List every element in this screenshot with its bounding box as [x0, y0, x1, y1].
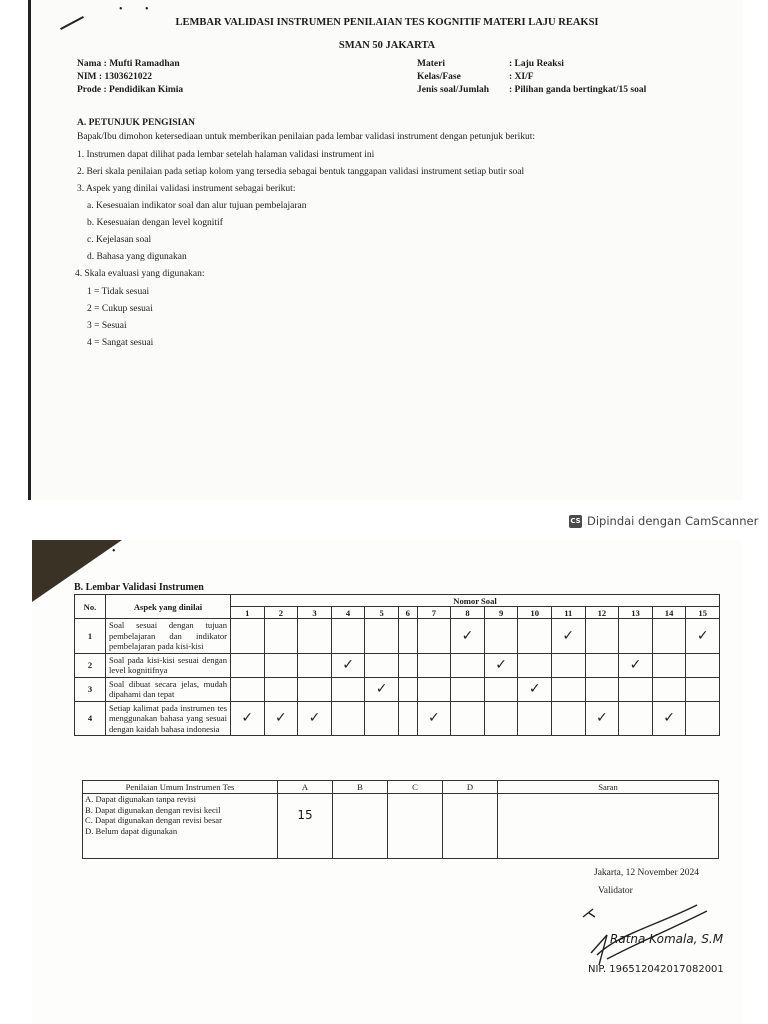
aspect-c: c. Kejelasan soal	[87, 235, 152, 245]
question-number-6: 6	[398, 607, 417, 619]
checkmark-icon: ✓	[461, 627, 474, 644]
school-name: SMAN 50 JAKARTA	[338, 40, 436, 51]
student-program: Prode : Pendidikan Kimia	[77, 85, 184, 95]
rating-cell-q14	[652, 677, 686, 701]
row-aspect: Soal dibuat secara jelas, mudah dipahami dan tepat	[106, 677, 231, 701]
checkmark-icon: ✓	[342, 657, 354, 673]
checkmark-icon: ✓	[596, 710, 608, 727]
rating-cell-q4	[331, 701, 365, 736]
row-number: 1	[75, 619, 106, 654]
question-number-14: 14	[652, 607, 686, 619]
checkmark-icon: ✓	[495, 657, 507, 673]
score-c-cell	[388, 794, 443, 859]
rating-cell-q13	[619, 653, 653, 677]
scale-1: 1 = Tidak sesuai	[87, 287, 150, 297]
checkmark-icon: ✓	[275, 710, 287, 727]
row-number: 4	[75, 701, 106, 736]
rating-cell-q12	[585, 653, 619, 677]
rating-cell-q10	[518, 653, 552, 677]
rating-cell-q11	[552, 677, 586, 701]
rating-cell-q3	[298, 677, 332, 701]
rating-cell-q10	[518, 701, 552, 736]
scan-speck: • •	[119, 4, 149, 15]
student-nim: NIM : 1303621022	[77, 72, 152, 82]
rating-cell-q2	[264, 653, 298, 677]
instruction-step-4: 4. Skala evaluasi yang digunakan:	[75, 269, 205, 279]
checkmark-icon: ✓	[562, 627, 575, 644]
rating-cell-q4	[331, 653, 365, 677]
rating-cell-q8	[451, 653, 485, 677]
checkmark-icon: ✓	[308, 710, 321, 727]
section-a-heading: A. PETUNJUK PENGISIAN	[77, 118, 195, 128]
instructions-intro: Bapak/Ibu dimohon ketersediaan untuk memberikan penilaian pada lembar validasi instrument dengan petunjuk berikut:	[77, 132, 535, 142]
row-aspect: Soal pada kisi-kisi sesuai dengan level kognitifnya	[106, 653, 231, 677]
signature-stroke	[577, 895, 717, 965]
row-aspect: Soal sesuai dengan tujuan pembelajaran dan indikator pembelajaran pada kisi-kisi	[106, 619, 231, 654]
table-row	[75, 677, 720, 701]
camscanner-icon: CS	[569, 515, 582, 528]
rating-cell-q9	[484, 653, 518, 677]
general-header-assessment: Penilaian Umum Instrumen Tes	[83, 781, 278, 794]
col-aspect-header: Aspek yang dinilai	[106, 595, 231, 619]
student-info	[77, 58, 183, 97]
option-d: D. Belum dapat digunakan	[85, 825, 178, 836]
rating-cell-q13	[619, 677, 653, 701]
question-number-11: 11	[552, 607, 586, 619]
checkmark-icon: ✓	[375, 681, 388, 697]
value-kelas: : XI/F	[509, 72, 534, 82]
question-number-13: 13	[619, 607, 653, 619]
score-d-cell	[443, 794, 498, 859]
validator-label: Validator	[598, 886, 633, 896]
rating-cell-q14	[652, 701, 686, 736]
rating-cell-q15	[686, 701, 720, 736]
rating-cell-q15	[686, 653, 720, 677]
table-row	[75, 619, 720, 654]
general-header-a: A	[278, 781, 333, 794]
row-aspect: Setiap kalimat pada instrumen tes menggunakan bahasa yang sesuai dengan kaidah bahasa indonesia	[106, 701, 231, 736]
rating-cell-q7	[417, 677, 451, 701]
general-header-d: D	[443, 781, 498, 794]
rating-cell-q3	[298, 701, 332, 736]
rating-cell-q5	[365, 619, 399, 654]
general-assessment-table	[82, 780, 719, 859]
rating-cell-q12	[585, 619, 619, 654]
scale-4: 4 = Sangat sesuai	[87, 338, 154, 348]
rating-cell-q7	[417, 619, 451, 654]
student-name: Nama : Mufti Ramadhan	[77, 59, 180, 69]
rating-cell-q4	[331, 619, 365, 654]
rating-cell-q10	[518, 677, 552, 701]
checkmark-icon: ✓	[241, 710, 254, 727]
row-number: 2	[75, 653, 106, 677]
checkmark-icon: ✓	[629, 657, 642, 673]
rating-cell-q5	[365, 653, 399, 677]
question-number-10: 10	[518, 607, 552, 619]
rating-cell-q11	[552, 701, 586, 736]
rating-cell-q1	[231, 653, 265, 677]
rating-cell-q11	[552, 653, 586, 677]
instruction-step-1: 1. Instrumen dapat dilihat pada lembar setelah halaman validasi instrument ini	[77, 150, 375, 160]
aspect-b: b. Kesesuaian dengan level kognitif	[87, 218, 223, 228]
question-number-1: 1	[231, 607, 265, 619]
rating-cell-q13	[619, 619, 653, 654]
general-header-c: C	[388, 781, 443, 794]
rating-cell-q6	[398, 701, 417, 736]
option-a: A. Dapat digunakan tanpa revisi	[85, 794, 196, 804]
value-jenis-soal: : Pilihan ganda bertingkat/15 soal	[509, 85, 647, 95]
rating-cell-q14	[652, 619, 686, 654]
label-jenis-soal: Jenis soal/Jumlah	[417, 85, 490, 95]
checkmark-icon: ✓	[696, 627, 709, 644]
option-b: B. Dapat digunakan dengan revisi kecil	[85, 804, 221, 815]
question-number-15: 15	[686, 607, 720, 619]
question-number-5: 5	[365, 607, 399, 619]
label-materi: Materi	[417, 59, 445, 69]
table-row	[75, 653, 720, 677]
checkmark-icon: ✓	[428, 710, 440, 727]
scan-speck: •	[112, 546, 116, 557]
rating-cell-q8	[451, 619, 485, 654]
question-number-7: 7	[417, 607, 451, 619]
rating-cell-q8	[451, 701, 485, 736]
instruction-step-3: 3. Aspek yang dinilai validasi instrument sebagai berikut:	[77, 184, 296, 194]
rating-cell-q1	[231, 677, 265, 701]
rating-cell-q5	[365, 677, 399, 701]
instruction-step-2: 2. Beri skala penilaian pada setiap kolom yang tersedia sebagai bentuk tanggapan validasi instrument setiap butir soal	[77, 167, 525, 177]
general-assessment-row	[83, 794, 719, 859]
question-number-2: 2	[264, 607, 298, 619]
value-materi: : Laju Reaksi	[509, 59, 564, 69]
rating-cell-q9	[484, 677, 518, 701]
rating-cell-q3	[298, 619, 332, 654]
question-number-9: 9	[484, 607, 518, 619]
validation-table	[74, 594, 720, 736]
subject-labels	[417, 58, 489, 97]
rating-cell-q9	[484, 701, 518, 736]
col-no-header: No.	[75, 595, 106, 619]
rating-cell-q12	[585, 677, 619, 701]
rating-cell-q5	[365, 701, 399, 736]
scale-2: 2 = Cukup sesuai	[87, 304, 153, 314]
rating-cell-q6	[398, 619, 417, 654]
rating-cell-q9	[484, 619, 518, 654]
col-question-number-header: Nomor Soal	[231, 595, 720, 607]
validation-table-body	[75, 619, 720, 736]
aspect-a: a. Kesesuaian indikator soal dan alur tujuan pembelajaran	[87, 201, 307, 211]
rating-cell-q3	[298, 653, 332, 677]
rating-cell-q12	[585, 701, 619, 736]
checkmark-icon: ✓	[528, 681, 541, 697]
rating-cell-q6	[398, 677, 417, 701]
table-row	[75, 701, 720, 736]
rating-cell-q1	[231, 619, 265, 654]
rating-cell-q6	[398, 653, 417, 677]
camscanner-label: Dipindai dengan CamScanner	[587, 514, 759, 528]
suggestion-cell	[498, 794, 719, 859]
question-number-3: 3	[298, 607, 332, 619]
handwritten-score-a: 15	[297, 808, 313, 822]
general-header-b: B	[333, 781, 388, 794]
rating-cell-q13	[619, 701, 653, 736]
rating-cell-q7	[417, 653, 451, 677]
rating-cell-q15	[686, 619, 720, 654]
document-page-1	[28, 0, 743, 500]
question-number-12: 12	[585, 607, 619, 619]
rating-cell-q2	[264, 701, 298, 736]
subject-values	[509, 58, 646, 97]
checkmark-icon: ✓	[663, 710, 675, 727]
rating-cell-q11	[552, 619, 586, 654]
camscanner-watermark	[569, 514, 758, 528]
question-number-8: 8	[451, 607, 485, 619]
rating-cell-q8	[451, 677, 485, 701]
rating-cell-q4	[331, 677, 365, 701]
row-number: 3	[75, 677, 106, 701]
label-kelas: Kelas/Fase	[417, 72, 461, 82]
section-b-heading: B. Lembar Validasi Instrumen	[74, 582, 204, 593]
score-b-cell	[333, 794, 388, 859]
aspect-d: d. Bahasa yang digunakan	[87, 252, 187, 262]
assessment-options	[83, 794, 278, 859]
scale-3: 3 = Sesuai	[87, 321, 127, 331]
option-c: C. Dapat digunakan dengan revisi besar	[85, 815, 222, 825]
rating-cell-q15	[686, 677, 720, 701]
rating-cell-q1	[231, 701, 265, 736]
signature-name: Ratna Komala, S.M	[610, 932, 724, 946]
rating-cell-q10	[518, 619, 552, 654]
general-header-saran: Saran	[498, 781, 719, 794]
rating-cell-q2	[264, 677, 298, 701]
question-number-4: 4	[331, 607, 365, 619]
rating-cell-q2	[264, 619, 298, 654]
rating-cell-q14	[652, 653, 686, 677]
document-page-2	[32, 540, 742, 1024]
document-title: LEMBAR VALIDASI INSTRUMEN PENILAIAN TES KOGNITIF MATERI LAJU REAKSI	[175, 17, 599, 28]
rating-cell-q7	[417, 701, 451, 736]
validator-nip: NIP. 196512042017082001	[588, 964, 724, 975]
score-a-cell	[278, 794, 333, 859]
place-date: Jakarta, 12 November 2024	[594, 868, 699, 878]
